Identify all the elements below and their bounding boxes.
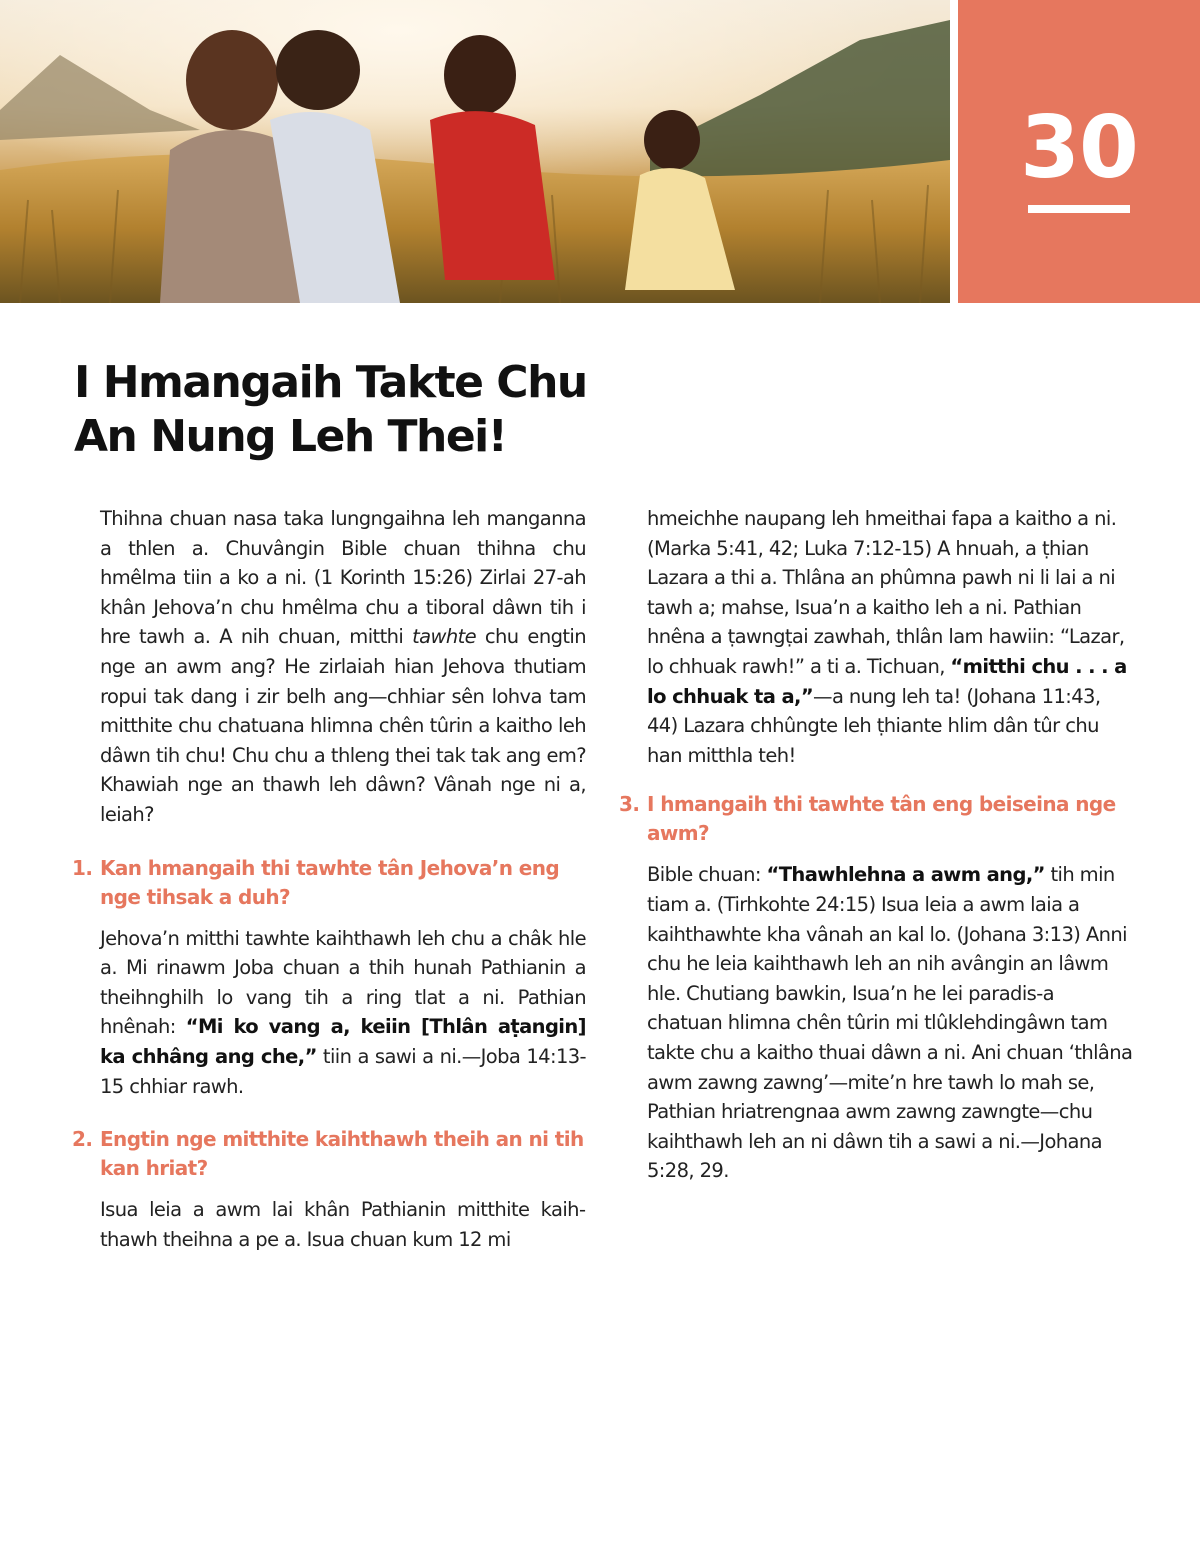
intro-paragraph	[100, 504, 586, 830]
answer-2-continued	[647, 504, 1133, 770]
question-1	[72, 854, 586, 912]
question-3-text: I hmangaih thi tawhte tân eng beiseina nge awm?	[647, 792, 1116, 846]
question-3	[619, 790, 1133, 848]
hero-photo	[0, 0, 950, 303]
intro-text: Thihna chuan nasa taka lungngaihna leh manganna a thlen a. Chuvângin Bible chuan thihna chu hmêlma tiin a ko a ni. (1 Korinth 15:26) Zirlai 27-ah khân Jehova’n chu hmêlma chu a tiboral dâwn tih i hre tawh a. A nih chuan, mitthi	[100, 507, 586, 649]
answer-3	[647, 860, 1133, 1186]
question-2	[72, 1125, 586, 1183]
title-line-2: An Nung Leh Thei!	[74, 411, 507, 462]
answer-1-quote: “Mi ko vang a, keiin [Thlân aṭangin] ka chhâng ang che,”	[100, 1015, 586, 1068]
answer-2-text-continued: hmeichhe naupang leh hmeithai fapa a kaitho a ni. (Marka 5:41, 42; Luka 7:12-15) A hnuah, a ṭhian Lazara a thi a. Thlâna an phûmna pawh ni li lai a ni tawh a; mahse, Isua’n a kaitho leh a ni. Pathian hnêna a ṭawngṭai zawhah, thlân lam hawiin: “Lazar, lo chhuak rawh!” a ti a. Tichuan,	[647, 507, 1125, 678]
answer-3-text: Bible chuan:	[647, 863, 767, 887]
answer-1	[100, 924, 586, 1102]
answer-1-citation: tiin a sawi a ni.—Joba 14:13-15 chhiar rawh.	[100, 1044, 586, 1098]
right-column	[619, 504, 1133, 1186]
answer-2-citation: —a nung leh ta! (Johana 11:43, 44) Lazara chhûngte leh ṭhiante hlim dân tûr chu han mitthla teh!	[647, 684, 1101, 767]
intro-emphasis: tawhte	[412, 625, 477, 649]
question-1-text: Kan hmangaih thi tawhte tân Jehova’n eng nge tihsak a duh?	[100, 855, 560, 909]
question-1-number: 1.	[72, 855, 93, 880]
question-2-number: 2.	[72, 1127, 93, 1152]
page-title	[74, 356, 587, 464]
answer-1-text: Jehova’n mitthi tawhte kaihthawh leh chu a châk hle a. Mi rinawm Joba chuan a thih hunah Pathianin a theihnghilh lo vang tih a ring tlat a ni. Pathian hnênah:	[100, 926, 586, 1039]
answer-2-start	[100, 1195, 586, 1254]
lesson-number-box	[958, 0, 1200, 303]
answer-2-text: Isua leia a awm lai khân Pathianin mitthite kaihthawh theihna a pe a. Isua chuan kum 12 mi	[100, 1198, 586, 1251]
lesson-number: 30	[1020, 98, 1138, 198]
question-2-text: Engtin nge mitthite kaihthawh theih an ni tih kan hriat?	[100, 1127, 584, 1181]
left-column	[72, 504, 586, 1254]
question-3-number: 3.	[619, 792, 640, 817]
answer-2-quote: “mitthi chu . . . a lo chhuak ta a,”	[647, 654, 1127, 708]
title-line-1: I Hmangaih Takte Chu	[74, 357, 587, 408]
intro-text-continued: chu engtin nge an awm ang? He zirlaiah hian Jehova thutiam ropui tak dang i zir belh ang—chhiar sên lohva tam mitthite chu chatuana hlimna chên tûrin a kaitho leh dâwn tih chu! Chu chu a thleng thei tak tak ang em? Khawiah nge an thawh leh dâwn? Vânah nge ni a, leiah?	[100, 625, 586, 826]
lesson-number-underline	[1028, 205, 1130, 213]
answer-3-quote: “Thawhlehna a awm ang,”	[766, 863, 1045, 887]
answer-3-continued: tih min tiam a. (Tirhkohte 24:15) Isua leia a awm laia a kaihthawhte kha vânah an kal lo. (Johana 3:13) Anni chu he leia kaihthawh leh an nih avângin an lâwm hle. Chutiang bawkin, Isua’n he lei paradis-a chatuan hlimna chên tûrin mi tlûklehdingâwn tam takte chu a kaitho thuai dâwn a ni. Ani chuan ‘thlâna awm zawng zawng’—mite’n hre tawh lo mah se, Pathian hriatrengnaa awm zawng zawngte—chu kaihthawh leh an ni dâwn tih a sawi a ni.—Johana 5:28, 29.	[647, 863, 1133, 1183]
